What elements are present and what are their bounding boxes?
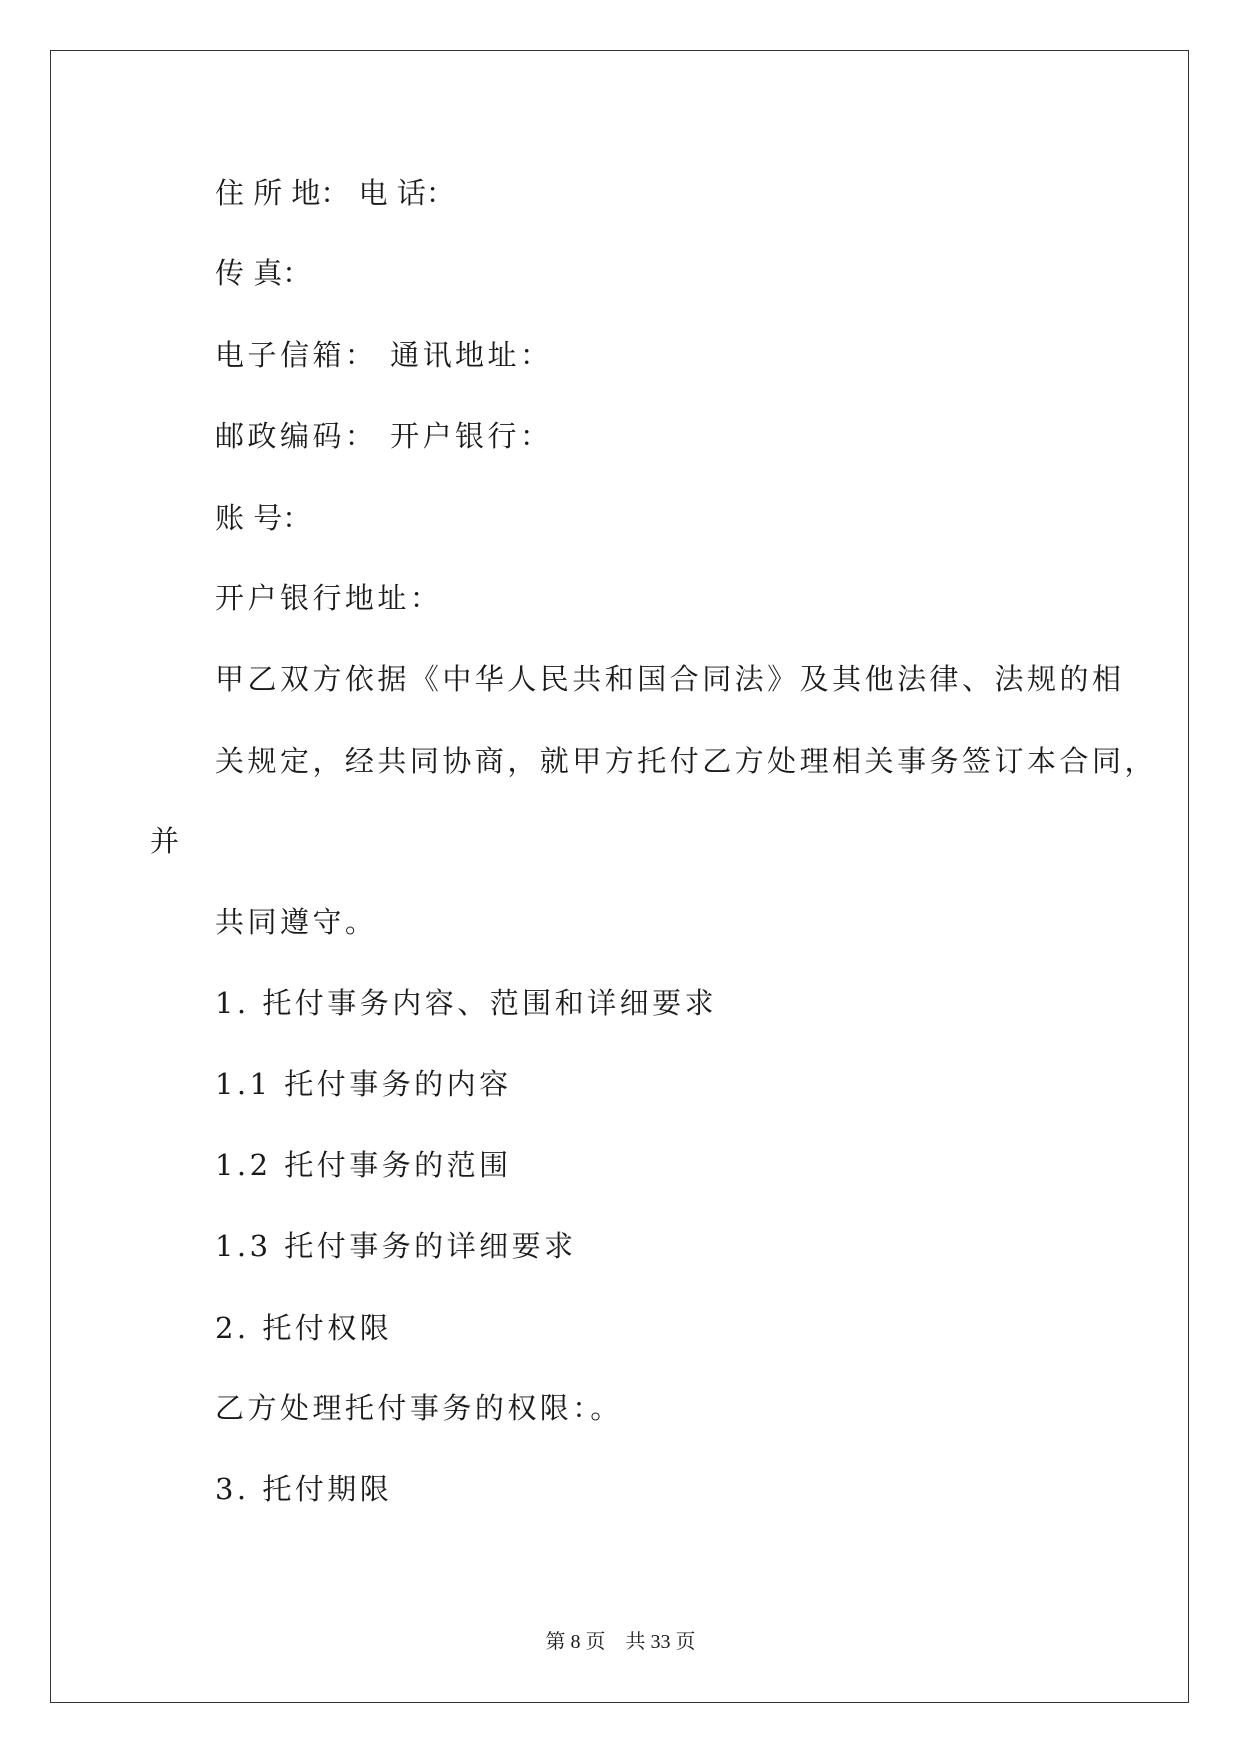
- page-border: [50, 50, 1189, 1703]
- email-mailing-address-line: 电子信箱： 通讯地址：: [215, 338, 553, 372]
- address-phone-line: 住 所 地： 电 话：: [215, 176, 455, 210]
- page-number-label: 第 8 页 共 33 页: [545, 1631, 696, 1653]
- section-3-heading: 3. 托付期限: [215, 1472, 393, 1506]
- paragraph-line-2: 关规定，经共同协商，就甲方托付乙方处理相关事务签订本合同，: [215, 744, 1157, 778]
- authority-statement: 乙方处理托付事务的权限：。: [215, 1391, 623, 1425]
- paragraph-line-3: 并: [150, 824, 180, 858]
- page-footer: [0, 1630, 1241, 1654]
- account-number-line: 账 号：: [215, 501, 312, 535]
- section-1-1-heading: 1.1 托付事务的内容: [215, 1067, 512, 1101]
- section-2-heading: 2. 托付权限: [215, 1311, 393, 1345]
- paragraph-line-1: 甲乙双方依据《中华人民共和国合同法》及其他法律、法规的相: [215, 662, 1125, 696]
- postcode-bank-line: 邮政编码： 开户银行：: [215, 419, 553, 453]
- fax-line: 传 真：: [215, 256, 312, 290]
- section-1-heading: 1. 托付事务内容、范围和详细要求: [215, 986, 718, 1020]
- bank-address-line: 开户银行地址：: [215, 581, 443, 615]
- paragraph-line-4: 共同遵守。: [215, 905, 378, 939]
- section-1-2-heading: 1.2 托付事务的范围: [215, 1148, 512, 1182]
- section-1-3-heading: 1.3 托付事务的详细要求: [215, 1229, 577, 1263]
